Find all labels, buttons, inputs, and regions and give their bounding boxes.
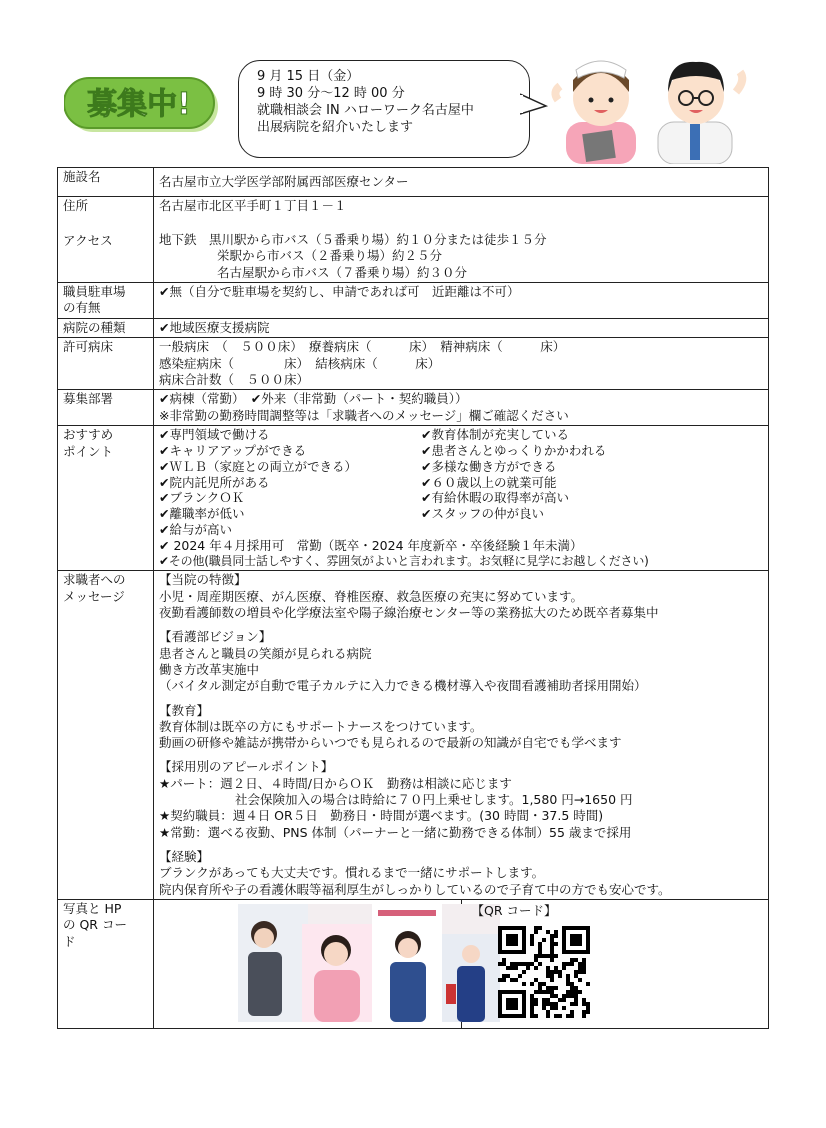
beds-line: 病床合計数（ ５００床） bbox=[159, 372, 310, 388]
recommend-pair bbox=[159, 506, 763, 522]
access-line: 名古屋駅から市バス（７番乗り場）約３０分 bbox=[217, 264, 468, 280]
recruiting-badge bbox=[64, 76, 224, 136]
recommend-pair bbox=[159, 459, 763, 475]
facility-row bbox=[58, 168, 769, 197]
photo-cell bbox=[154, 899, 462, 1028]
recommend-item: ✔スタッフの仲が良い bbox=[421, 506, 544, 522]
photos-label: ド bbox=[63, 933, 76, 949]
beds-label: 許可病床 bbox=[58, 338, 154, 390]
beds-line: 一般病床 （ ５００床） 療養病床（ 床） 精神病床（ 床） bbox=[159, 339, 566, 355]
access-line: 栄駅から市バス（２番乗り場）約２５分 bbox=[217, 248, 443, 264]
qr-title: 【QR コード】 bbox=[471, 902, 557, 918]
parking-label: 職員駐車場 bbox=[63, 284, 126, 300]
message-row bbox=[58, 571, 769, 899]
beds-row bbox=[58, 338, 769, 390]
address-row bbox=[58, 197, 769, 283]
message-label: 求職者への bbox=[63, 572, 126, 588]
section-title: 【教育】 bbox=[159, 702, 210, 718]
nurse-doctor-illustration bbox=[546, 52, 756, 164]
message-line: ブランクがあっても大丈夫です。慣れるまで一緒にサポートします。 bbox=[159, 865, 545, 881]
recommend-pair bbox=[159, 490, 763, 506]
recommend-item: ✔教育体制が充実している bbox=[421, 427, 569, 443]
event-desc: 出展病院を紹介いたします bbox=[257, 120, 414, 135]
departments-label: 募集部署 bbox=[58, 390, 154, 426]
parking-value: ✔無（自分で駐車場を契約し、申請であれば可 近距離は不可） bbox=[154, 283, 769, 319]
message-line: 夜勤看護師数の増員や化学療法室や陽子線治療センター等の業務拡大のため既卒者募集中 bbox=[159, 605, 659, 621]
facility-name: 名古屋市立大学医学部附属西部医療センター bbox=[154, 168, 769, 197]
recommend-item: ✔給与が高い bbox=[159, 522, 232, 538]
message-line: 社会保険加入の場合は時給に７０円上乗せします。1,580 円→1650 円 bbox=[235, 792, 633, 808]
message-line: 働き方改革実施中 bbox=[159, 661, 260, 677]
section-title: 【当院の特徴】 bbox=[159, 572, 247, 588]
section-title: 【看護部ビジョン】 bbox=[159, 629, 272, 645]
recommend-item: ✔ＷＬＢ（家庭との両立ができる） bbox=[159, 458, 357, 474]
recommend-extra: ✔ 2024 年４月採用可 常勤（既卒・2024 年度新卒・卒後経験１年未満） bbox=[159, 537, 583, 553]
message-line: （バイタル測定が自動で電子カルテに入力できる機材導入や夜間看護補助者採用開始） bbox=[159, 678, 647, 694]
facility-label: 施設名 bbox=[58, 168, 154, 197]
recommend-item: ✔患者さんとゆっくりかかわれる bbox=[421, 443, 607, 459]
hospital-type-label: 病院の種類 bbox=[58, 318, 154, 337]
message-line: 患者さんと職員の笑顔が見られる病院 bbox=[159, 645, 372, 661]
photos-row bbox=[58, 899, 769, 1028]
recommend-pair bbox=[159, 475, 763, 491]
message-line: 院内保育所や子の看護休暇等福利厚生がしっかりしているので子育て中の方でも安心です。 bbox=[159, 881, 671, 897]
recommend-item: ✔多様な働き方ができる bbox=[421, 458, 557, 474]
recommend-extra: ✔その他(職員同士話しやすく、雰囲気がよいと言われます。お気軽に見学にお越しください) bbox=[159, 553, 649, 568]
recommend-item: ✔６０歳以上の就業可能 bbox=[421, 474, 557, 490]
recommend-label: ポイント bbox=[63, 443, 114, 459]
message-line: 動画の研修や雑誌が携帯からいつでも見られるので最新の知識が自宅でも学べます bbox=[159, 735, 622, 751]
recommend-item: ✔院内託児所がある bbox=[159, 474, 270, 490]
job-info-table bbox=[57, 167, 769, 1029]
recommend-item: ✔キャリアアップができる bbox=[159, 443, 307, 459]
recommend-cell bbox=[154, 426, 769, 571]
photos-label: の QR コー bbox=[63, 917, 127, 933]
hospital-type-row bbox=[58, 318, 769, 337]
recommend-item: ✔離職率が低い bbox=[159, 506, 245, 522]
recommend-label: おすすめ bbox=[63, 427, 114, 443]
access-label: アクセス bbox=[63, 232, 113, 248]
event-time: 9 時 30 分～12 時 00 分 bbox=[257, 86, 405, 101]
recommend-pair bbox=[159, 427, 763, 443]
beds-line: 感染症病床（ 床） 結核病床（ 床） bbox=[159, 355, 441, 371]
address-cell bbox=[154, 197, 769, 283]
message-line: ★パート：週２日、４時間/日からＯＫ 勤務は相談に応じます bbox=[159, 775, 512, 791]
recommend-pair bbox=[159, 522, 763, 538]
message-line: ★契約職員：週４日 OR５日 勤務日・時間が選べます。(30 時間・37.5 時間) bbox=[159, 808, 604, 824]
recommend-item: ✔ブランクＯＫ bbox=[159, 490, 245, 506]
event-bubble bbox=[238, 60, 530, 158]
qr-cell bbox=[461, 899, 769, 1028]
doctor-icon bbox=[658, 62, 742, 164]
departments-note: ※非常勤の勤務時間調整等は「求職者へのメッセージ」欄ご確認ください bbox=[159, 407, 569, 423]
recommend-item: ✔有給休暇の取得率が高い bbox=[421, 490, 569, 506]
access-line: 地下鉄 黒川駅から市バス（５番乗り場）約１０分または徒歩１５分 bbox=[159, 231, 547, 247]
message-line: 教育体制は既卒の方にもサポートナースをつけています。 bbox=[159, 718, 483, 734]
message-line: ★常勤：選べる夜勤、PNS 体制（パーナーと一緒に勤務できる体制）55 歳まで採用 bbox=[159, 824, 632, 840]
parking-label: の有無 bbox=[63, 300, 101, 316]
event-name: 就職相談会 IN ハローワーク名古屋中 bbox=[257, 103, 474, 118]
message-line: 小児・周産期医療、がん医療、脊椎医療、救急医療の充実に努めています。 bbox=[159, 588, 584, 604]
section-title: 【経験】 bbox=[159, 848, 210, 864]
nurse-icon bbox=[555, 61, 636, 164]
departments-line: ✔病棟（常勤） ✔外来（非常勤（パート・契約職員）） bbox=[159, 391, 468, 407]
recommend-row bbox=[58, 426, 769, 571]
message-label: メッセージ bbox=[63, 588, 125, 604]
event-date: 9 月 15 日（金） bbox=[257, 69, 360, 84]
recommend-item: ✔専門領域で働ける bbox=[159, 427, 270, 443]
section-title: 【採用別のアピールポイント】 bbox=[159, 759, 334, 775]
address-value: 名古屋市北区平手町１丁目１－１ bbox=[159, 198, 347, 214]
hospital-type-value: ✔地域医療支援病院 bbox=[154, 318, 769, 337]
departments-row bbox=[58, 390, 769, 426]
photos-label: 写真と HP bbox=[63, 900, 122, 916]
badge-text: 募集中! bbox=[87, 87, 191, 122]
qr-code[interactable] bbox=[498, 926, 590, 1018]
recommend-pair bbox=[159, 443, 763, 459]
address-label: 住所 bbox=[63, 198, 89, 214]
message-cell bbox=[154, 571, 769, 899]
parking-row bbox=[58, 283, 769, 319]
